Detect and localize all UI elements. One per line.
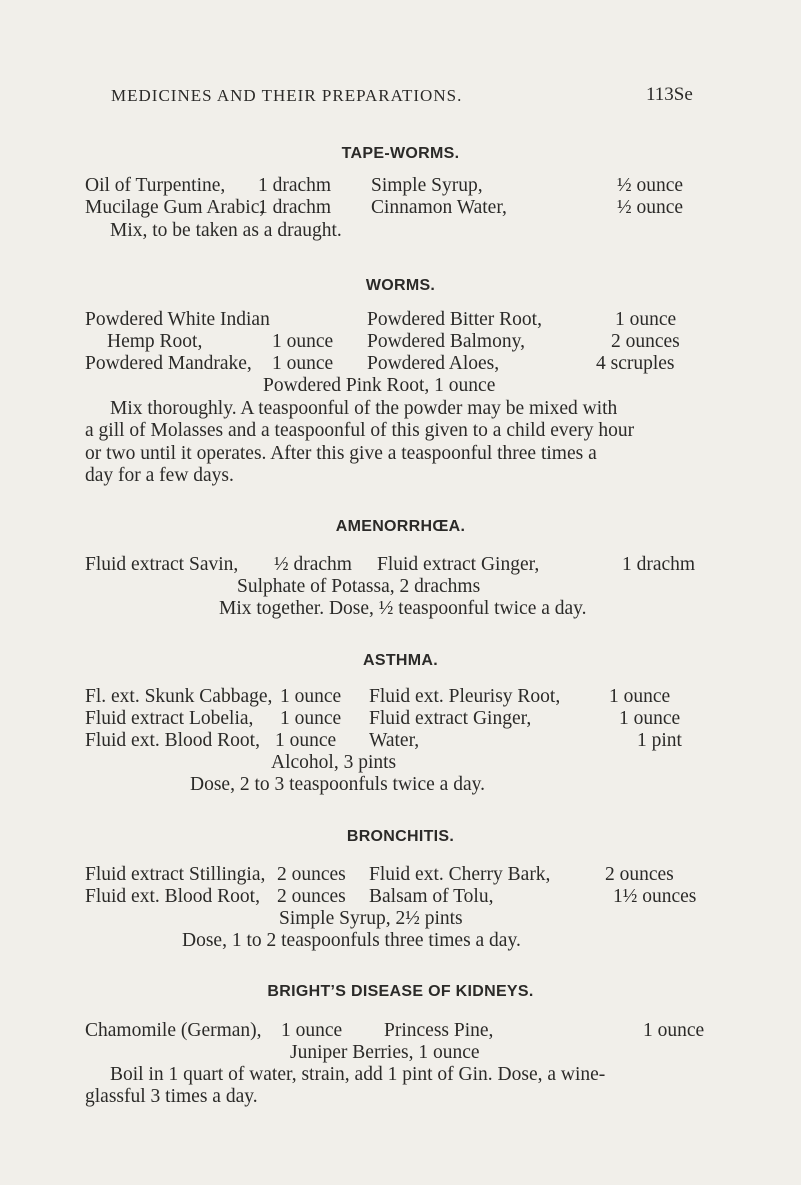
running-title: MEDICINES AND THEIR PREPARATIONS. [111,86,463,105]
section-heading-amenorrhoea: AMENORRHŒA. [335,518,466,535]
instruction-line: Mix together. Dose, ½ teaspoonful twice a day. [219,598,587,619]
ingredient: Powdered Pink Root, 1 ounce [263,375,496,396]
quantity: 1 ounce [275,730,337,751]
ingredient: Powdered Mandrake, [85,353,252,374]
ingredient: Fluid extract Ginger, [369,708,532,729]
quantity: 1 ounce [619,708,681,729]
ingredient: Powdered Balmony, [367,331,525,352]
ingredient: Cinnamon Water, [371,197,507,218]
ingredient: Juniper Berries, 1 ounce [290,1042,480,1063]
paragraph-line: day for a few days. [85,465,234,486]
quantity: 2 ounces [277,864,346,885]
quantity: ½ ounce [617,175,684,196]
instruction-line: Dose, 2 to 3 teaspoonfuls twice a day. [190,774,485,795]
quantity: 1 ounce [643,1020,705,1041]
quantity: 4 scruples [596,353,675,374]
quantity: 1 ounce [615,309,677,330]
quantity: 1 ounce [280,708,342,729]
section-heading-tape-worms: TAPE-WORMS. [341,145,460,162]
ingredient: Water, [369,730,420,751]
instruction-line: Mix, to be taken as a draught. [110,220,342,241]
quantity: 1 drachm [622,554,696,575]
quantity: 1 drachm [258,175,332,196]
quantity: ½ drachm [274,554,352,575]
quantity: 1 ounce [281,1020,343,1041]
section-heading-asthma: ASTHMA. [363,652,438,669]
quantity: 2 ounces [277,886,346,907]
quantity: 1 pint [637,730,682,751]
ingredient: Fl. ext. Skunk Cabbage, [85,686,273,707]
paragraph-line: Mix thoroughly. A teaspoonful of the powder may be mixed with [110,398,618,419]
quantity: 1 drachm [258,197,332,218]
ingredient: Fluid extract Savin, [85,554,239,575]
quantity: 1 ounce [272,331,334,352]
ingredient: Chamomile (German), [85,1020,262,1041]
ingredient: Fluid ext. Blood Root, [85,886,260,907]
ingredient: Mucilage Gum Arabic, [85,197,265,218]
instruction-line: Dose, 1 to 2 teaspoonfuls three times a day. [182,930,521,951]
quantity: 1½ ounces [613,886,697,907]
ingredient: Fluid ext. Pleurisy Root, [369,686,561,707]
ingredient: Powdered Aloes, [367,353,500,374]
ingredient: Powdered White Indian [85,309,270,330]
quantity: 2 ounces [611,331,680,352]
page-number: 113Se [646,84,693,105]
quantity: 2 ounces [605,864,674,885]
section-heading-worms: WORMS. [365,277,436,294]
ingredient: Fluid extract Ginger, [377,554,540,575]
quantity: ½ ounce [617,197,684,218]
ingredient: Princess Pine, [384,1020,494,1041]
ingredient: Oil of Turpentine, [85,175,226,196]
quantity: 1 ounce [272,353,334,374]
ingredient: Sulphate of Potassa, 2 drachms [237,576,481,597]
paragraph-line: Boil in 1 quart of water, strain, add 1 pint of Gin. Dose, a wine- [110,1064,606,1085]
ingredient: Simple Syrup, 2½ pints [279,908,463,929]
section-heading-brights-disease: BRIGHT’S DISEASE OF KIDNEYS. [267,983,534,1000]
ingredient: Hemp Root, [107,331,203,352]
ingredient: Fluid extract Lobelia, [85,708,254,729]
ingredient: Simple Syrup, [371,175,483,196]
ingredient: Fluid ext. Cherry Bark, [369,864,551,885]
ingredient: Balsam of Tolu, [369,886,494,907]
ingredient: Fluid extract Stillingia, [85,864,266,885]
paragraph-line: or two until it operates. After this give a teaspoonful three times a [85,443,597,464]
ingredient: Fluid ext. Blood Root, [85,730,260,751]
paragraph-line: glassful 3 times a day. [85,1086,258,1107]
section-heading-bronchitis: BRONCHITIS. [346,828,455,845]
quantity: 1 ounce [280,686,342,707]
ingredient: Alcohol, 3 pints [271,752,397,773]
paragraph-line: a gill of Molasses and a teaspoonful of this given to a child every hour [85,420,635,441]
ingredient: Powdered Bitter Root, [367,309,542,330]
quantity: 1 ounce [609,686,671,707]
